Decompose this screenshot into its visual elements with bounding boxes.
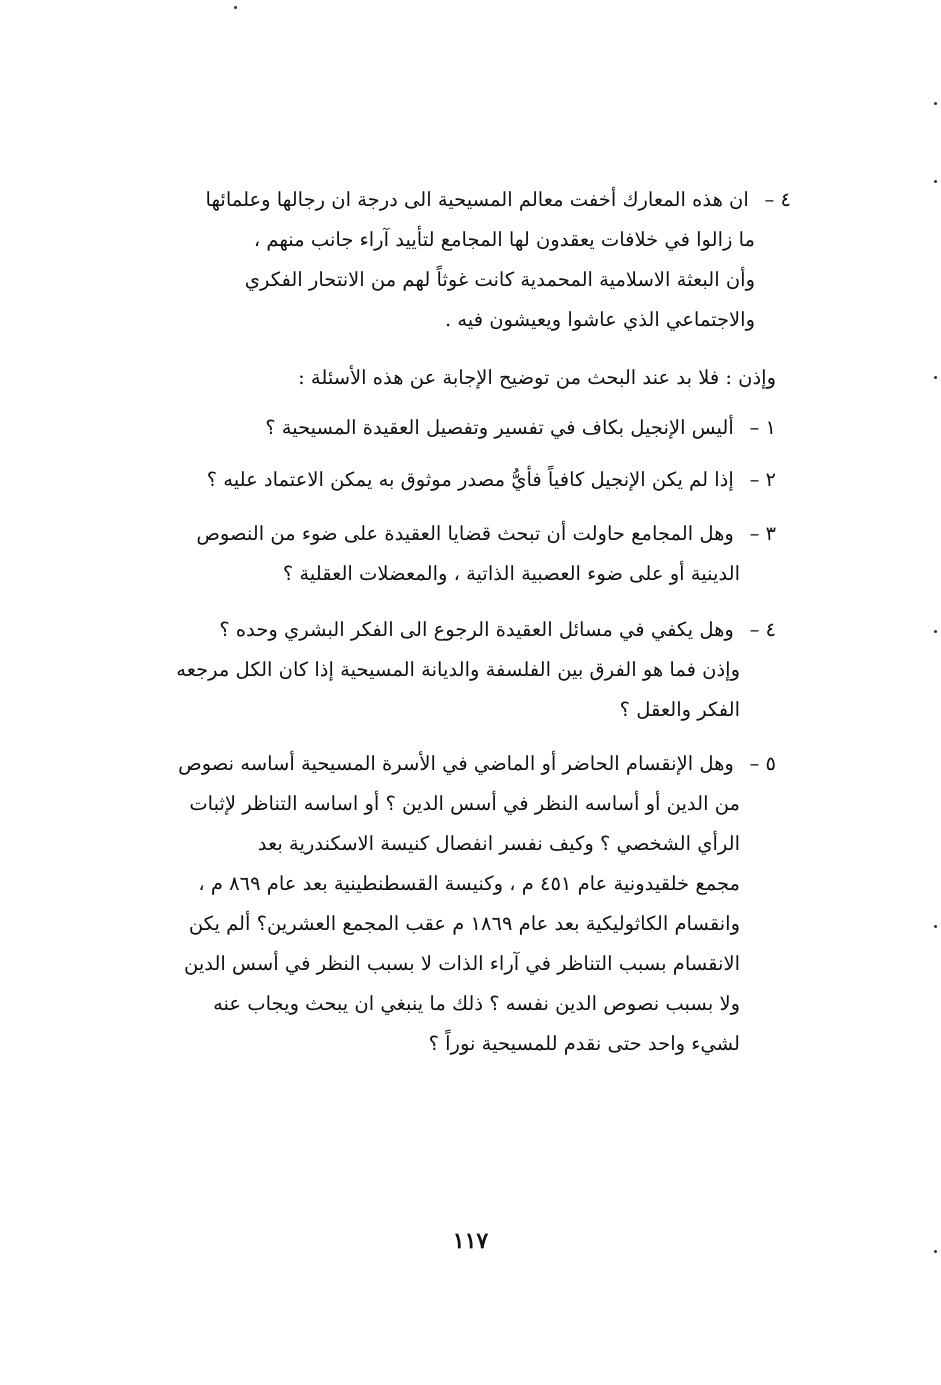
text-line: وإذن : فلا بد عند البحث من توضيح الإجابة عن هذه الأسئلة : — [298, 366, 776, 389]
scan-speck — [934, 376, 937, 379]
question-5 — [126, 744, 776, 1064]
text-line: ما زالوا في خلافات يعقدون لها المجامع لتأييد آراء جانب منهم ، — [253, 228, 755, 251]
text-line: ولا بسبب نصوص الدين نفسه ؟ ذلك ما ينبغي ان يبحث ويجاب عنه — [213, 992, 740, 1015]
scan-speck — [934, 102, 937, 105]
text-line: وأن البعثة الاسلامية المحمدية كانت غوثاً لهم من الانتحار الفكري — [244, 268, 755, 291]
question-1 — [136, 408, 776, 448]
text-line: وهل الإنقسام الحاضر أو الماضي في الأسرة المسيحية أساسه نصوص — [178, 752, 734, 775]
text-line: وهل المجامع حاولت أن تبحث قضايا العقيدة على ضوء من النصوص — [196, 522, 734, 545]
item-number: ٣ – — [749, 522, 776, 545]
text-line: مجمع خلقيدونية عام ٤٥١ م ، وكنيسة القسطنطينية بعد عام ٨٦٩ م ، — [198, 872, 740, 895]
item-number: ١ – — [749, 416, 776, 439]
text-line: إذا لم يكن الإنجيل كافياً فأيُّ مصدر موثوق به يمكن الاعتماد عليه ؟ — [206, 468, 734, 491]
question-4 — [126, 610, 776, 730]
scan-speck — [934, 925, 937, 928]
text-line: ان هذه المعارك أخفت معالم المسيحية الى درجة ان رجالها وعلمائها — [205, 188, 749, 211]
item-number: ٤ – — [764, 188, 791, 211]
scan-speck — [934, 1250, 937, 1253]
question-2 — [136, 460, 776, 500]
text-line: وإذن فما هو الفرق بين الفلسفة والديانة المسيحية إذا كان الكل مرجعه — [176, 658, 740, 681]
text-line: لشيء واحد حتى نقدم للمسيحية نوراً ؟ — [428, 1032, 740, 1055]
text-line: الرأي الشخصي ؟ وكيف نفسر انفصال كنيسة الاسكندرية بعد — [257, 832, 740, 855]
text-line: الفكر والعقل ؟ — [619, 698, 740, 721]
scan-speck — [934, 630, 937, 633]
text-line: من الدين أو أساسه النظر في أسس الدين ؟ أو اساسه التناظر لإثبات — [189, 792, 740, 815]
item-number: ٤ – — [749, 618, 776, 641]
page-number: ١١٧ — [452, 1228, 489, 1254]
text-line: والاجتماعي الذي عاشوا ويعيشون فيه . — [444, 308, 755, 331]
text-line: وهل يكفي في مسائل العقيدة الرجوع الى الفكر البشري وحده ؟ — [219, 618, 734, 641]
paragraph-item-4-first — [121, 180, 791, 340]
text-line: أليس الإنجيل بكاف في تفسير وتفصيل العقيدة المسيحية ؟ — [265, 416, 734, 439]
intro-question-line — [136, 358, 776, 398]
scan-speck — [234, 6, 237, 9]
text-line: الانقسام بسبب التناظر في آراء الذات لا بسبب النظر في أسس الدين — [183, 952, 740, 975]
item-number: ٢ – — [749, 468, 776, 491]
item-number: ٥ – — [749, 752, 776, 775]
text-line: الدينية أو على ضوء العصبية الذاتية ، والمعضلات العقلية ؟ — [282, 562, 740, 585]
question-3 — [126, 514, 776, 594]
text-line: وانقسام الكاثوليكية بعد عام ١٨٦٩ م عقب المجمع العشرين؟ ألم يكن — [188, 912, 740, 935]
scan-speck — [934, 180, 937, 183]
